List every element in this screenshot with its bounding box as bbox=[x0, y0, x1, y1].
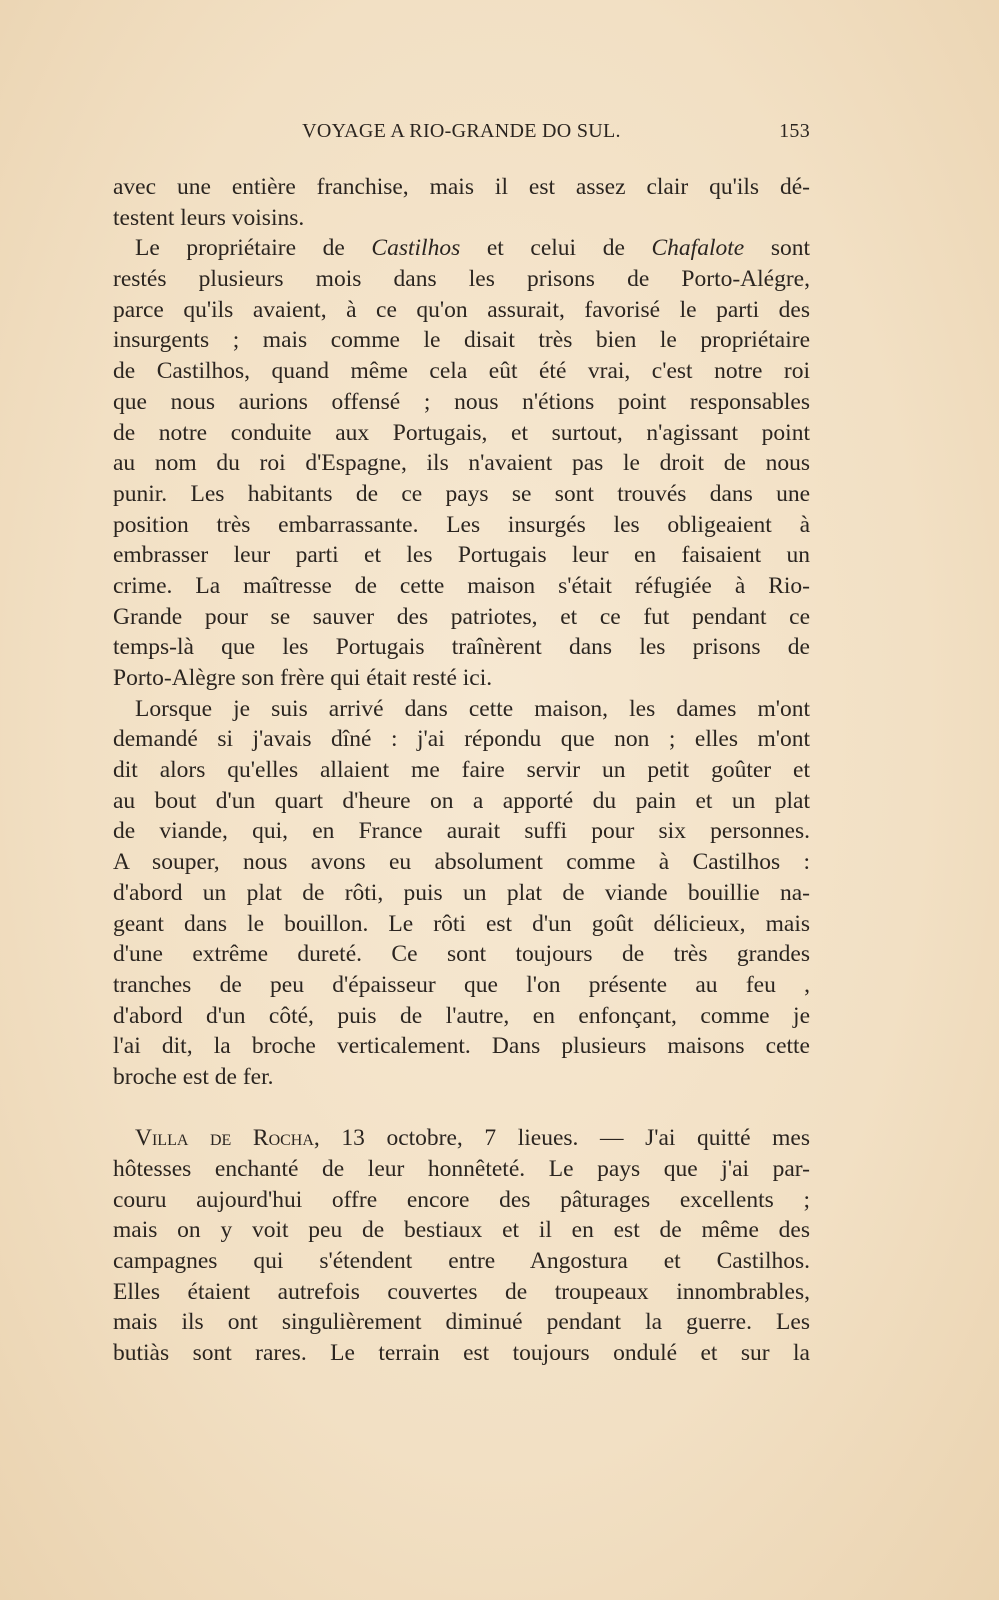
text-line bbox=[113, 1123, 810, 1154]
text-line: restés plusieurs mois dans les prisons de Porto-Alégre, bbox=[113, 266, 810, 293]
text-segment: , 13 octobre, 7 lieues. — J'ai quitté mes bbox=[313, 1125, 810, 1152]
text-line: hôtesses enchanté de leur honnêteté. Le pays que j'ai par- bbox=[113, 1156, 810, 1182]
text-line: d'abord un plat de rôti, puis un plat de viande bouillie na- bbox=[113, 879, 810, 906]
text-line: position très embarrassante. Les insurgés les obligeaient à bbox=[113, 511, 810, 538]
text-line: embrasser leur parti et les Portugais leur en faisaient un bbox=[113, 542, 810, 569]
text-line: Grande pour se sauver des patriotes, et ce fut pendant ce bbox=[113, 603, 810, 630]
text-line: crime. La maîtresse de cette maison s'était réfugiée à Rio- bbox=[113, 572, 810, 599]
text-line: insurgents ; mais comme le disait très bien le propriétaire bbox=[113, 327, 810, 354]
text-line: Porto-Alègre son frère qui était resté ici. bbox=[113, 665, 493, 691]
paragraph bbox=[113, 172, 810, 233]
running-title: VOYAGE A RIO-GRANDE DO SUL. bbox=[302, 120, 621, 142]
page-number: 153 bbox=[779, 120, 810, 142]
text-line: punir. Les habitants de ce pays se sont trouvés dans une bbox=[113, 480, 810, 507]
text-line bbox=[113, 233, 810, 264]
text-segment: Le propriétaire de bbox=[135, 235, 372, 262]
text-line: l'ai dit, la broche verticalement. Dans plusieurs maisons cette bbox=[113, 1033, 810, 1060]
text-line: testent leurs voisins. bbox=[113, 204, 305, 231]
text-line: demandé si j'avais dîné : j'ai répondu que non ; elles m'ont bbox=[113, 726, 810, 753]
text-line: butiàs sont rares. Le terrain est toujours ondulé et sur la bbox=[113, 1340, 810, 1367]
text-line: geant dans le bouillon. Le rôti est d'un goût délicieux, mais bbox=[113, 910, 810, 937]
text-line: mais on y voit peu de bestiaux et il en est de même des bbox=[113, 1217, 810, 1244]
text-line: d'abord d'un côté, puis de l'autre, en enfonçant, comme je bbox=[113, 1002, 810, 1029]
section-gap bbox=[113, 1093, 810, 1124]
text-line: que nous aurions offensé ; nous n'étions point responsables bbox=[113, 388, 810, 415]
running-header bbox=[113, 120, 810, 148]
text-line: de notre conduite aux Portugais, et surtout, n'agissant point bbox=[113, 419, 810, 446]
text-line: temps-là que les Portugais traînèrent dans les prisons de bbox=[113, 634, 810, 661]
text-line: d'une extrême dureté. Ce sont toujours de très grandes bbox=[113, 941, 810, 968]
paragraph bbox=[113, 1123, 810, 1369]
text-line: de viande, qui, en France aurait suffi pour six personnes. bbox=[113, 818, 810, 845]
text-line: avec une entière franchise, mais il est assez clair qu'ils dé- bbox=[113, 174, 810, 200]
paragraph bbox=[113, 694, 810, 1093]
paragraph bbox=[113, 233, 810, 693]
text-segment: sont bbox=[744, 235, 810, 262]
text-line: mais ils ont singulièrement diminué pendant la guerre. Les bbox=[113, 1309, 810, 1336]
page-body bbox=[113, 172, 810, 1369]
text-line: parce qu'ils avaient, à ce qu'on assurait, favorisé le parti des bbox=[113, 296, 810, 323]
text-line: de Castilhos, quand même cela eût été vrai, c'est notre roi bbox=[113, 358, 810, 385]
text-line: au bout d'un quart d'heure on a apporté du pain et un plat bbox=[113, 787, 810, 814]
text-line: broche est de fer. bbox=[113, 1063, 274, 1090]
text-line: couru aujourd'hui offre encore des pâturages excellents ; bbox=[113, 1186, 810, 1213]
italic-place-name: Chafalote bbox=[651, 235, 745, 262]
italic-place-name: Castilhos bbox=[371, 235, 461, 262]
place-heading: Villa de Rocha bbox=[135, 1125, 314, 1152]
text-line: tranches de peu d'épaisseur que l'on présente au feu , bbox=[113, 971, 810, 998]
text-line: Lorsque je suis arrivé dans cette maison, les dames m'ont bbox=[135, 695, 810, 722]
text-line: au nom du roi d'Espagne, ils n'avaient pas le droit de nous bbox=[113, 450, 810, 477]
text-line: Elles étaient autrefois couvertes de troupeaux innombrables, bbox=[113, 1278, 810, 1305]
text-segment: et celui de bbox=[460, 235, 652, 262]
text-line: dit alors qu'elles allaient me faire servir un petit goûter et bbox=[113, 757, 810, 784]
text-line: A souper, nous avons eu absolument comme à Castilhos : bbox=[113, 849, 810, 876]
text-line: campagnes qui s'étendent entre Angostura et Castilhos. bbox=[113, 1248, 810, 1275]
